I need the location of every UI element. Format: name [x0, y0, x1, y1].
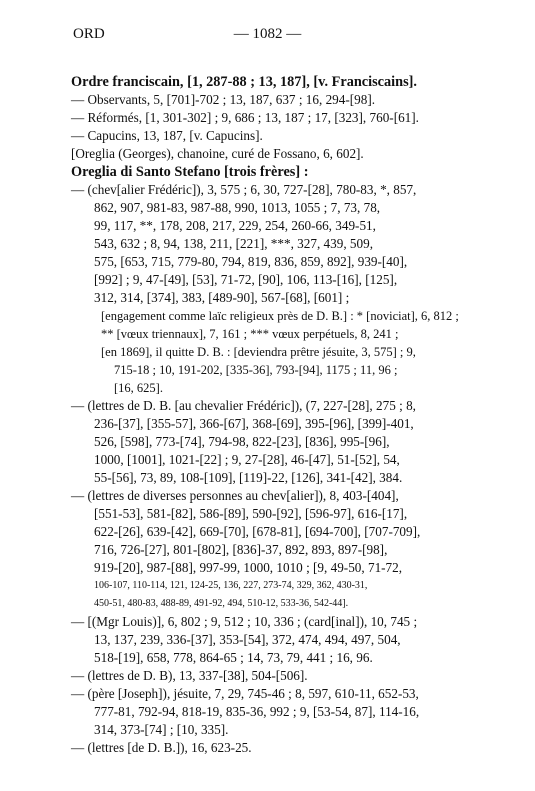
subentry: — (lettres de D. B), 13, 337-[38], 504-[506].: [71, 668, 308, 683]
subentry: — Réformés, [1, 301-302] ; 9, 686 ; 13, 187 ; 17, [323], 760-[61].: [71, 110, 419, 125]
page-number: — 1082 —: [233, 26, 302, 42]
entry-continuation: 99, 117, **, 178, 208, 217, 229, 254, 260-66, 349-51,: [94, 218, 376, 233]
note-line: [en 1869], il quitte D. B. : [deviendra prêtre jésuite, 3, 575] ; 9,: [101, 345, 416, 359]
entry-continuation: 236-[37], [355-57], 366-[67], 368-[69], 395-[96], [399]-401,: [94, 416, 414, 431]
entry-continuation: 55-[56], 73, 89, 108-[109], [119]-22, [126], 341-[42], 384.: [94, 470, 403, 485]
note-continuation: [71, 361, 466, 379]
note-continuation-text: [16, 625].: [114, 381, 163, 395]
note-line: ** [vœux triennaux], 7, 161 ; *** vœux perpétuels, 8, 241 ;: [101, 327, 399, 341]
entry-continuation: 919-[20], 987-[88], 997-99, 1000, 1010 ; [9, 49-50, 71-72,: [94, 560, 403, 575]
subentry: — (père [Joseph]), jésuite, 7, 29, 745-46 ; 8, 597, 610-11, 652-53,: [71, 686, 419, 701]
entry-continuation: [992] ; 9, 47-[49], [53], 71-72, [90], 106, 113-[16], [125],: [94, 272, 398, 287]
note-line: [engagement comme laïc religieux près de D. B.] : * [noviciat], 6, 812 ;: [101, 309, 459, 323]
entry-heading: Ordre franciscain, [1, 287-88 ; 13, 187], [v. Franciscains].: [71, 74, 417, 90]
subentry: — (chev[alier Frédéric]), 3, 575 ; 6, 30, 727-[28], 780-83, *, 857,: [71, 182, 417, 197]
entry-continuation: 777-81, 792-94, 818-19, 835-36, 992 ; 9, [53-54, 87], 114-16,: [94, 704, 420, 719]
entry-continuation: 543, 632 ; 8, 94, 138, 211, [221], ***, 327, 439, 509,: [94, 236, 374, 251]
entry-continuation: 450-51, 480-83, 488-89, 491-92, 494, 510-12, 533-36, 542-44].: [94, 598, 349, 609]
entry-continuation: 862, 907, 981-83, 987-88, 990, 1013, 1055 ; 7, 73, 78,: [94, 200, 381, 215]
entry-continuation: 526, [598], 773-[74], 794-98, 822-[23], [836], 995-[96],: [94, 434, 390, 449]
entry-heading: Oreglia di Santo Stefano [trois frères] :: [71, 164, 309, 180]
subentry: — (lettres de D. B. [au chevalier Frédéric]), (7, 227-[28], 275 ; 8,: [71, 398, 416, 413]
entry-continuation: 106-107, 110-114, 121, 124-25, 136, 227, 273-74, 329, 362, 430-31,: [94, 580, 368, 591]
entry-continuation: 1000, [1001], 1021-[22] ; 9, 27-[28], 46-[47], 51-[52], 54,: [94, 452, 400, 467]
entry-continuation: 314, 373-[74] ; [10, 335].: [94, 722, 229, 737]
note-continuation: [71, 379, 466, 397]
entry-continuation: 575, [653, 715, 779-80, 794, 819, 836, 859, 892], 939-[40],: [94, 254, 408, 269]
entry-heading: [Oreglia (Georges), chanoine, curé de Fossano, 6, 602].: [71, 146, 364, 161]
entry-continuation: 716, 726-[27], 801-[802], [836]-37, 892, 893, 897-[98],: [94, 542, 388, 557]
entry-continuation: 622-[26], 639-[42], 669-[70], [678-81], [694-700], [707-709],: [94, 524, 421, 539]
entry-continuation: 13, 137, 239, 336-[37], 353-[54], 372, 474, 494, 497, 504,: [94, 632, 401, 647]
subentry: — Observants, 5, [701]-702 ; 13, 187, 637 ; 16, 294-[98].: [71, 92, 376, 107]
subentry: — (lettres [de D. B.]), 16, 623-25.: [71, 740, 252, 755]
subentry: — [(Mgr Louis)], 6, 802 ; 9, 512 ; 10, 336 ; (card[inal]), 10, 745 ;: [71, 614, 418, 629]
running-head: ORD: [73, 26, 105, 42]
index-body: [71, 73, 466, 757]
entry-continuation: [551-53], 581-[82], 586-[89], 590-[92], [596-97], 616-[17],: [94, 506, 408, 521]
note-continuation-text: 715-18 ; 10, 191-202, [335-36], 793-[94], 1175 ; 11, 96 ;: [114, 363, 398, 377]
subentry: — Capucins, 13, 187, [v. Capucins].: [71, 128, 263, 143]
subentry: — (lettres de diverses personnes au chev[alier]), 8, 403-[404],: [71, 488, 399, 503]
entry-continuation: 312, 314, [374], 383, [489-90], 567-[68], [601] ;: [94, 290, 350, 305]
entry-continuation: 518-[19], 658, 778, 864-65 ; 14, 73, 79, 441 ; 16, 96.: [94, 650, 373, 665]
